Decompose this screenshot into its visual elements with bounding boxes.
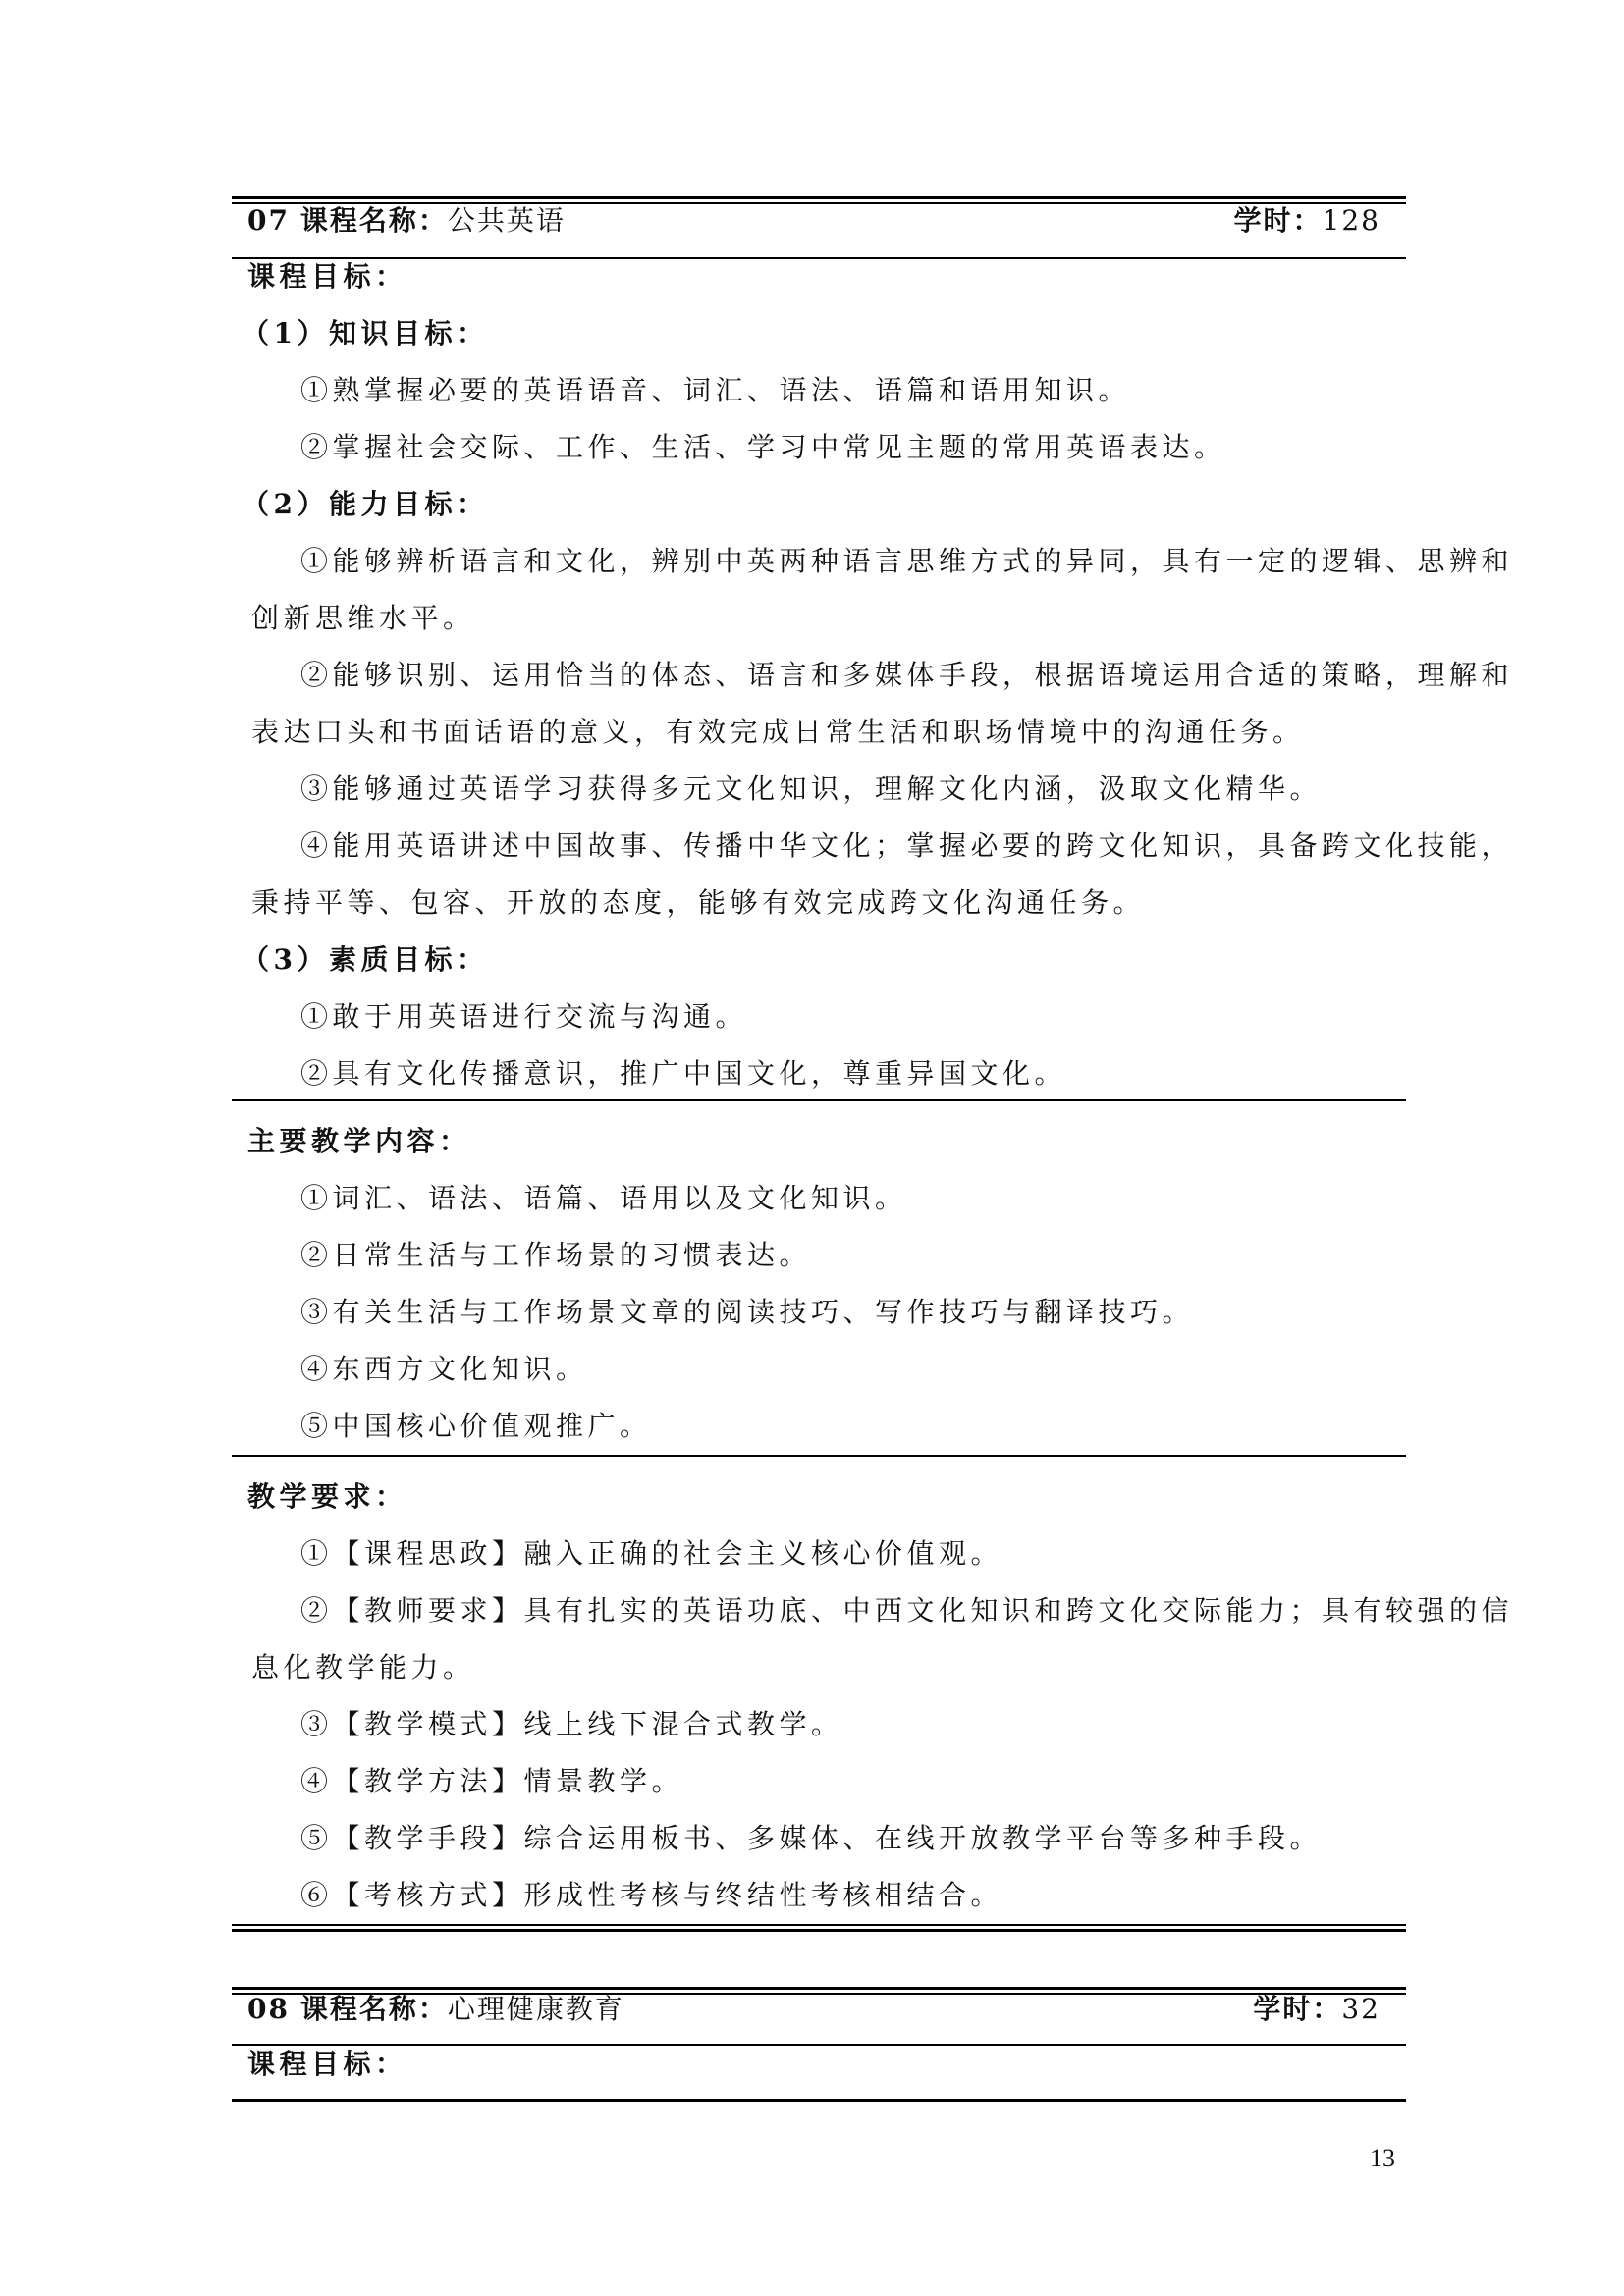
hours-value: 128 — [1322, 204, 1380, 237]
ability-item-4-line-1: ④能用英语讲述中国故事、传播中华文化；掌握必要的跨文化知识，具备跨文化技能， — [300, 829, 1514, 862]
course-name: 公共英语 — [447, 204, 566, 237]
content-title: 主要教学内容： — [247, 1125, 471, 1157]
course-no: 07 — [247, 204, 290, 237]
page-number: 13 — [1370, 2144, 1395, 2172]
knowledge-item-2: ②掌握社会交际、工作、生活、学习中常见主题的常用英语表达。 — [300, 431, 1226, 463]
req-item-1: ①【课程思政】融入正确的社会主义核心价值观。 — [300, 1537, 1003, 1570]
course08-hours-value: 32 — [1341, 1993, 1380, 2025]
course08-no: 08 — [247, 1993, 290, 2025]
ability-item-2-line-2: 表达口头和书面话语的意义，有效完成日常生活和职场情境中的沟通任务。 — [251, 716, 1305, 748]
section-rule-requirements — [232, 1455, 1406, 1457]
course-name-label: 课程名称： — [299, 204, 448, 237]
content-item-4: ④东西方文化知识。 — [300, 1353, 588, 1385]
hours-label: 学时： — [1233, 204, 1323, 237]
goals-title: 课程目标： — [247, 260, 407, 293]
ability-item-1-line-1: ①能够辨析语言和文化，辨别中英两种语言思维方式的异同，具有一定的逻辑、思辨和 — [300, 545, 1514, 577]
req-item-3: ③【教学模式】线上线下混合式教学。 — [300, 1708, 843, 1740]
knowledge-item-1: ①熟掌握必要的英语语音、词汇、语法、语篇和语用知识。 — [300, 374, 1131, 406]
req-item-2-line-1: ②【教师要求】具有扎实的英语功底、中西文化知识和跨文化交际能力；具有较强的信 — [300, 1594, 1514, 1627]
course08-bottom-rule — [232, 2099, 1406, 2102]
course08-hours-label: 学时： — [1253, 1993, 1342, 2025]
bottom-double-rule-1 — [232, 1924, 1406, 1926]
quality-item-1: ①敢于用英语进行交流与沟通。 — [300, 1000, 748, 1033]
content-item-1: ①词汇、语法、语篇、语用以及文化知识。 — [300, 1182, 907, 1214]
quality-item-2: ②具有文化传播意识，推广中国文化，尊重异国文化。 — [300, 1057, 1067, 1090]
req-item-4: ④【教学方法】情景教学。 — [300, 1765, 684, 1797]
req-item-2-line-2: 息化教学能力。 — [251, 1651, 475, 1683]
ability-item-3: ③能够通过英语学习获得多元文化知识，理解文化内涵，汲取文化精华。 — [300, 773, 1323, 805]
content-item-5: ⑤中国核心价值观推广。 — [300, 1410, 652, 1442]
ability-item-1-line-2: 创新思维水平。 — [251, 602, 475, 634]
content-item-2: ②日常生活与工作场景的习惯表达。 — [300, 1239, 812, 1271]
quality-title: （3）素质目标： — [242, 943, 489, 976]
ability-item-4-line-2: 秉持平等、包容、开放的态度，能够有效完成跨文化沟通任务。 — [251, 886, 1146, 919]
req-item-5: ⑤【教学手段】综合运用板书、多媒体、在线开放教学平台等多种手段。 — [300, 1822, 1323, 1854]
course08-name: 心理健康教育 — [447, 1993, 624, 2025]
course08-goals-title: 课程目标： — [247, 2048, 407, 2080]
ability-item-2-line-1: ②能够识别、运用恰当的体态、语言和多媒体手段，根据语境运用合适的策略，理解和 — [300, 659, 1514, 691]
bottom-double-rule-2 — [232, 1929, 1406, 1932]
course08-name-label: 课程名称： — [299, 1993, 448, 2025]
content-item-3: ③有关生活与工作场景文章的阅读技巧、写作技巧与翻译技巧。 — [300, 1296, 1195, 1328]
ability-title: （2）能力目标： — [242, 488, 489, 520]
section-rule-content — [232, 1099, 1406, 1101]
knowledge-title: （1）知识目标： — [242, 317, 489, 349]
req-item-6: ⑥【考核方式】形成性考核与终结性考核相结合。 — [300, 1879, 1003, 1911]
req-title: 教学要求： — [247, 1480, 407, 1513]
